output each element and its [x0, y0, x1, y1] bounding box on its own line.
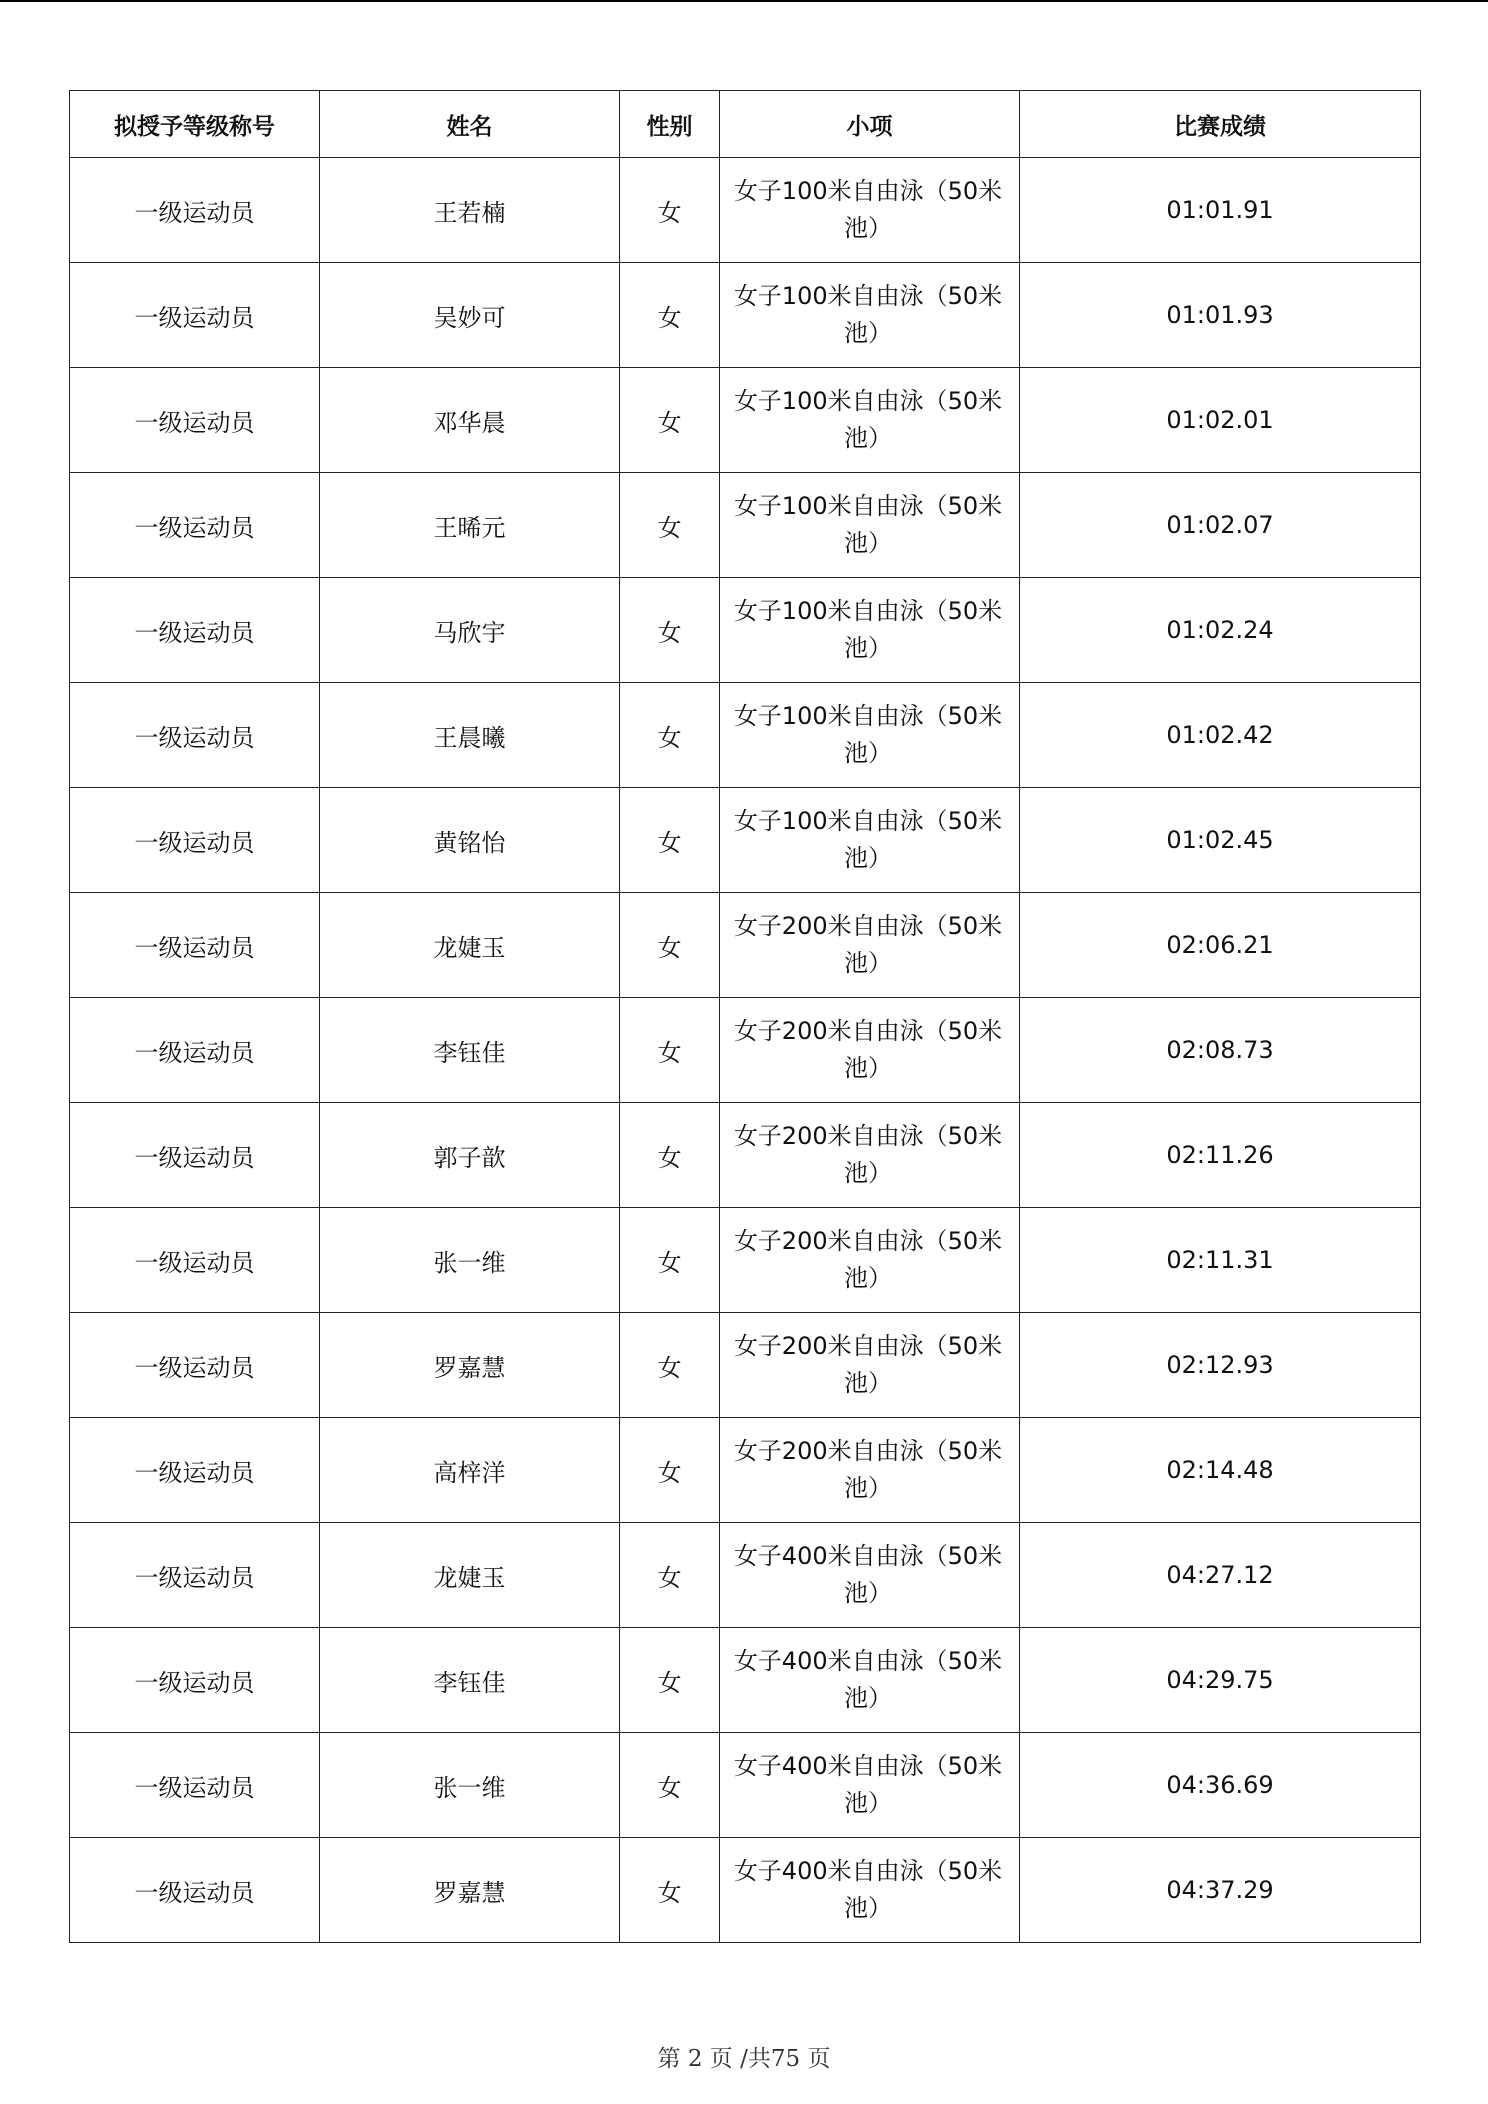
cell-gender: 女	[620, 1838, 720, 1943]
cell-title: 一级运动员	[70, 683, 320, 788]
event-text: 女子200米自由泳（50米池）	[733, 1437, 1003, 1502]
event-text: 女子200米自由泳（50米池）	[733, 1122, 1003, 1187]
table-row	[70, 1313, 1421, 1418]
cell-title: 一级运动员	[70, 788, 320, 893]
table-row	[70, 788, 1421, 893]
event-text: 女子200米自由泳（50米池）	[733, 1227, 1003, 1292]
table-row	[70, 1208, 1421, 1313]
cell-gender: 女	[620, 788, 720, 893]
cell-event	[720, 788, 1020, 893]
cell-title: 一级运动员	[70, 1208, 320, 1313]
cell-event	[720, 1523, 1020, 1628]
cell-title: 一级运动员	[70, 1838, 320, 1943]
event-text: 女子400米自由泳（50米池）	[733, 1647, 1003, 1712]
cell-name: 高梓洋	[320, 1418, 620, 1523]
cell-event	[720, 683, 1020, 788]
table-row	[70, 473, 1421, 578]
cell-event	[720, 578, 1020, 683]
cell-name: 马欣宇	[320, 578, 620, 683]
results-table-container	[69, 90, 1420, 1943]
event-text: 女子400米自由泳（50米池）	[733, 1542, 1003, 1607]
cell-title: 一级运动员	[70, 998, 320, 1103]
cell-name: 李钰佳	[320, 1628, 620, 1733]
cell-result: 01:02.42	[1020, 683, 1421, 788]
cell-result: 02:11.26	[1020, 1103, 1421, 1208]
cell-result: 02:08.73	[1020, 998, 1421, 1103]
cell-title: 一级运动员	[70, 158, 320, 263]
cell-gender: 女	[620, 1523, 720, 1628]
table-body	[70, 158, 1421, 1943]
event-text: 女子200米自由泳（50米池）	[733, 912, 1003, 977]
cell-name: 龙婕玉	[320, 1523, 620, 1628]
cell-title: 一级运动员	[70, 893, 320, 998]
cell-gender: 女	[620, 893, 720, 998]
page-top-rule	[0, 0, 1488, 2]
cell-event	[720, 1733, 1020, 1838]
cell-gender: 女	[620, 473, 720, 578]
cell-title: 一级运动员	[70, 263, 320, 368]
cell-event	[720, 263, 1020, 368]
event-text: 女子100米自由泳（50米池）	[733, 492, 1003, 557]
table-row	[70, 368, 1421, 473]
table-header-row	[70, 91, 1421, 158]
cell-title: 一级运动员	[70, 1313, 320, 1418]
event-text: 女子100米自由泳（50米池）	[733, 387, 1003, 452]
cell-gender: 女	[620, 368, 720, 473]
cell-event	[720, 1838, 1020, 1943]
cell-title: 一级运动员	[70, 578, 320, 683]
cell-name: 黄铭怡	[320, 788, 620, 893]
table-row	[70, 263, 1421, 368]
cell-title: 一级运动员	[70, 368, 320, 473]
cell-title: 一级运动员	[70, 1103, 320, 1208]
cell-event	[720, 1103, 1020, 1208]
cell-name: 王晞元	[320, 473, 620, 578]
table-row	[70, 893, 1421, 998]
results-table	[69, 90, 1421, 1943]
table-row	[70, 1418, 1421, 1523]
cell-result: 01:02.45	[1020, 788, 1421, 893]
event-text: 女子100米自由泳（50米池）	[733, 282, 1003, 347]
cell-event	[720, 158, 1020, 263]
cell-result: 01:02.01	[1020, 368, 1421, 473]
table-row	[70, 998, 1421, 1103]
table-row	[70, 578, 1421, 683]
table-row	[70, 1103, 1421, 1208]
cell-name: 罗嘉慧	[320, 1838, 620, 1943]
cell-gender: 女	[620, 1208, 720, 1313]
table-row	[70, 158, 1421, 263]
cell-gender: 女	[620, 578, 720, 683]
cell-result: 01:01.93	[1020, 263, 1421, 368]
cell-name: 邓华晨	[320, 368, 620, 473]
cell-name: 张一维	[320, 1208, 620, 1313]
cell-gender: 女	[620, 1313, 720, 1418]
event-text: 女子200米自由泳（50米池）	[733, 1017, 1003, 1082]
cell-gender: 女	[620, 1628, 720, 1733]
cell-event	[720, 473, 1020, 578]
cell-result: 04:37.29	[1020, 1838, 1421, 1943]
event-text: 女子100米自由泳（50米池）	[733, 702, 1003, 767]
cell-event	[720, 1628, 1020, 1733]
event-text: 女子100米自由泳（50米池）	[733, 177, 1003, 242]
cell-gender: 女	[620, 1418, 720, 1523]
cell-name: 张一维	[320, 1733, 620, 1838]
cell-gender: 女	[620, 1733, 720, 1838]
cell-event	[720, 893, 1020, 998]
event-text: 女子400米自由泳（50米池）	[733, 1857, 1003, 1922]
cell-result: 04:36.69	[1020, 1733, 1421, 1838]
cell-event	[720, 1313, 1020, 1418]
cell-event	[720, 1208, 1020, 1313]
cell-result: 02:06.21	[1020, 893, 1421, 998]
cell-name: 吴妙可	[320, 263, 620, 368]
event-text: 女子400米自由泳（50米池）	[733, 1752, 1003, 1817]
cell-result: 01:02.24	[1020, 578, 1421, 683]
cell-title: 一级运动员	[70, 1418, 320, 1523]
header-gender: 性别	[620, 91, 720, 158]
table-row	[70, 683, 1421, 788]
cell-title: 一级运动员	[70, 1628, 320, 1733]
cell-event	[720, 368, 1020, 473]
header-title: 拟授予等级称号	[70, 91, 320, 158]
cell-result: 02:12.93	[1020, 1313, 1421, 1418]
event-text: 女子200米自由泳（50米池）	[733, 1332, 1003, 1397]
event-text: 女子100米自由泳（50米池）	[733, 597, 1003, 662]
cell-result: 04:27.12	[1020, 1523, 1421, 1628]
cell-result: 01:01.91	[1020, 158, 1421, 263]
cell-name: 王若楠	[320, 158, 620, 263]
cell-name: 李钰佳	[320, 998, 620, 1103]
cell-event	[720, 1418, 1020, 1523]
cell-title: 一级运动员	[70, 1523, 320, 1628]
cell-name: 王晨曦	[320, 683, 620, 788]
header-result: 比赛成绩	[1020, 91, 1421, 158]
cell-result: 02:14.48	[1020, 1418, 1421, 1523]
cell-gender: 女	[620, 263, 720, 368]
cell-gender: 女	[620, 1103, 720, 1208]
cell-result: 04:29.75	[1020, 1628, 1421, 1733]
header-event: 小项	[720, 91, 1020, 158]
cell-title: 一级运动员	[70, 1733, 320, 1838]
header-name: 姓名	[320, 91, 620, 158]
page-footer: 第 2 页 /共75 页	[657, 2046, 831, 2072]
table-row	[70, 1523, 1421, 1628]
cell-result: 01:02.07	[1020, 473, 1421, 578]
cell-gender: 女	[620, 998, 720, 1103]
cell-name: 龙婕玉	[320, 893, 620, 998]
cell-gender: 女	[620, 683, 720, 788]
table-row	[70, 1628, 1421, 1733]
cell-name: 罗嘉慧	[320, 1313, 620, 1418]
cell-gender: 女	[620, 158, 720, 263]
table-row	[70, 1838, 1421, 1943]
cell-name: 郭子歆	[320, 1103, 620, 1208]
cell-result: 02:11.31	[1020, 1208, 1421, 1313]
cell-event	[720, 998, 1020, 1103]
event-text: 女子100米自由泳（50米池）	[733, 807, 1003, 872]
table-row	[70, 1733, 1421, 1838]
cell-title: 一级运动员	[70, 473, 320, 578]
